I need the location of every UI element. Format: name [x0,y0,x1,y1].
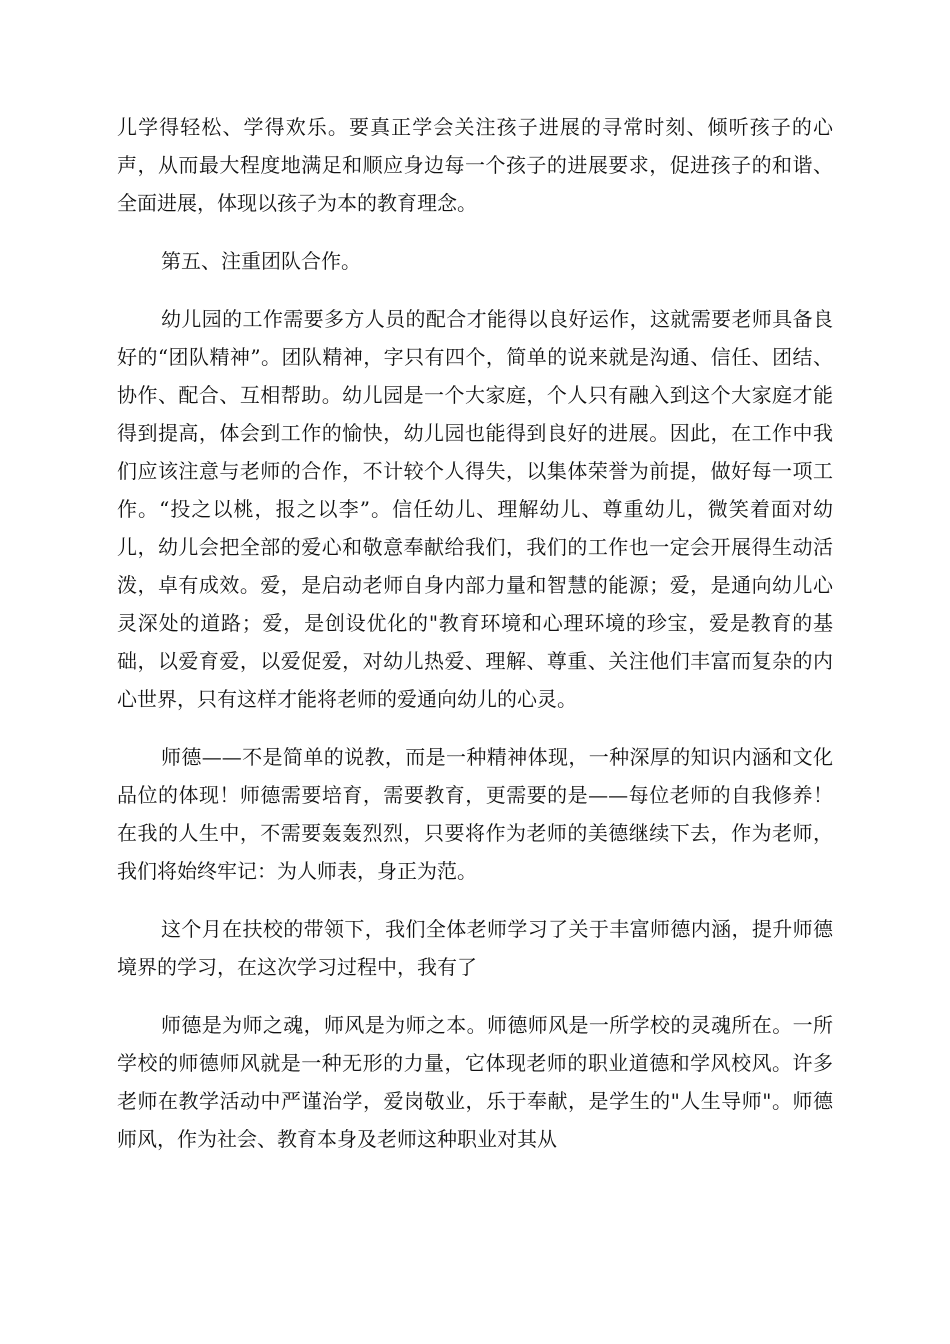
paragraph-teacher-ethics: 师德——不是简单的说教，而是一种精神体现，一种深厚的知识内涵和文化品位的体现！师德需要培育，需要教育，更需要的是——每位老师的自我修养！在我的人生中，不需要轰轰烈烈，只要将作为老师的美德继续下去，作为老师，我们将始终牢记：为人师表，身正为范。 [117,745,833,883]
document-body [117,108,833,1158]
paragraph-monthly-study: 这个月在扶校的带领下，我们全体老师学习了关于丰富师德内涵，提升师德境界的学习，在这次学习过程中，我有了 [117,917,833,979]
paragraph-school-spirit: 师德是为师之魂，师风是为师之本。师德师风是一所学校的灵魂所在。一所学校的师德师风就是一种无形的力量，它体现老师的职业道德和学风校风。许多老师在教学活动中严谨治学，爱岗敬业，乐于奉献，是学生的"人生导师"。师德师风，作为社会、教育本身及老师这种职业对其从 [117,1013,833,1151]
paragraph-teamwork: 幼儿园的工作需要多方人员的配合才能得以良好运作，这就需要老师具备良好的“团队精神”。团队精神，字只有四个，简单的说来就是沟通、信任、团结、协作、配合、互相帮助。幼儿园是一个大家庭，个人只有融入到这个大家庭才能得到提高，体会到工作的愉快，幼儿园也能得到良好的进展。因此，在工作中我们应该注意与老师的合作，不计较个人得失，以集体荣誉为前提，做好每一项工作。“投之以桃，报之以李”。信任幼儿、理解幼儿、尊重幼儿，微笑着面对幼儿，幼儿会把全部的爱心和敬意奉献给我们，我们的工作也一定会开展得生动活泼，卓有成效。爱，是启动老师自身内部力量和智慧的能源；爱，是通向幼儿心灵深处的道路；爱，是创设优化的"教育环境和心理环境的珍宝，爱是教育的基础，以爱育爱，以爱促爱，对幼儿热爱、理解、尊重、关注他们丰富而复杂的内心世界，只有这样才能将老师的爱通向幼儿的心灵。 [117,307,833,711]
paragraph-continuation: 儿学得轻松、学得欢乐。要真正学会关注孩子进展的寻常时刻、倾听孩子的心声，从而最大程度地满足和顺应身边每一个孩子的进展要求，促进孩子的和谐、全面进展，体现以孩子为本的教育理念。 [117,115,833,215]
section-heading: 第五、注重团队合作。 [161,249,361,273]
